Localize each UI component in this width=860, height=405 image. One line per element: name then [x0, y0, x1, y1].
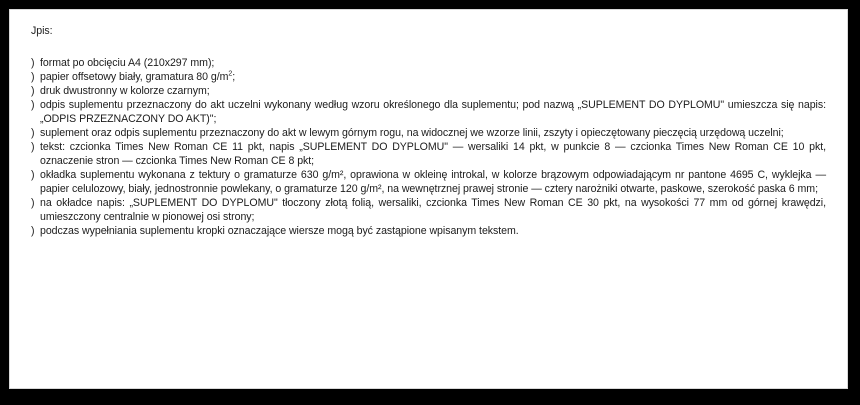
list-item: [31, 168, 826, 196]
list-item: [31, 70, 826, 84]
list-item: [31, 140, 826, 168]
list-marker: ): [31, 85, 35, 97]
list-item-text: papier offsetowy biały, gramatura 80 $g/m^2$;: [40, 70, 236, 83]
list-item-text: druk dwustronny w kolorze czarnym;: [40, 85, 210, 97]
list-marker: ): [31, 71, 35, 83]
list-marker: ): [31, 225, 35, 237]
list-item-text: format po obcięciu A4 (210x297 mm);: [40, 57, 215, 69]
list-item-text: okładka suplementu wykonana z tektury o gramaturze 630 g/m², oprawiona w okleinę introkal, w kolorze brązowym odpowiadającym nr pantone 4695 C, wyklejka — papier celulozowy, biały, jednostronnie powlekany, o gramaturze 120 g/m², na wewnętrznej prawej stronie — cztery narożniki otwarte, paskowe, szerokość paska 6 mm;: [40, 169, 826, 195]
list-item-text: podczas wypełniania suplementu kropki oznaczające wiersze mogą być zastąpione wpisanym tekstem.: [40, 225, 519, 237]
list-marker: ): [31, 169, 35, 181]
list-item-text: suplement oraz odpis suplementu przeznaczony do akt w lewym górnym rogu, na widocznej we wzorze linii, zszyty i opieczętowany pieczęcią urzędową uczelni;: [40, 127, 784, 139]
list-item-text: odpis suplementu przeznaczony do akt uczelni wykonany według wzoru określonego dla suplementu; pod nazwą „SUPLEMENT DO DYPLOMU" umieszcza się napis: „ODPIS PRZEZNACZONY DO AKT)";: [40, 99, 826, 125]
list-marker: ): [31, 197, 35, 209]
list-item: [31, 84, 826, 98]
list-item: [31, 98, 826, 126]
document-frame: [9, 9, 848, 389]
document-body: [31, 24, 826, 238]
list-marker: ): [31, 57, 35, 69]
list-item: [31, 224, 826, 238]
list-item: [31, 196, 826, 224]
list-marker: ): [31, 99, 35, 111]
list-item: [31, 56, 826, 70]
list-item-text: tekst: czcionka Times New Roman CE 11 pkt, napis „SUPLEMENT DO DYPLOMU" — wersaliki 14 pkt, w punkcie 8 — czcionka Times New Roman CE 10 pkt, oznaczenie stron — czcionka Times New Roman CE 8 pkt;: [40, 141, 826, 167]
list-item-text: na okładce napis: „SUPLEMENT DO DYPLOMU" tłoczony złotą folią, wersaliki, czcionka Times New Roman CE 30 pkt, na wysokości 77 mm od górnej krawędzi, umieszczony centralnie w pionowej osi strony;: [40, 197, 826, 223]
list-marker: ): [31, 127, 35, 139]
spec-list: [31, 56, 826, 238]
section-heading: Jpis:: [31, 25, 53, 37]
list-item: [31, 126, 826, 140]
list-marker: ): [31, 141, 35, 153]
